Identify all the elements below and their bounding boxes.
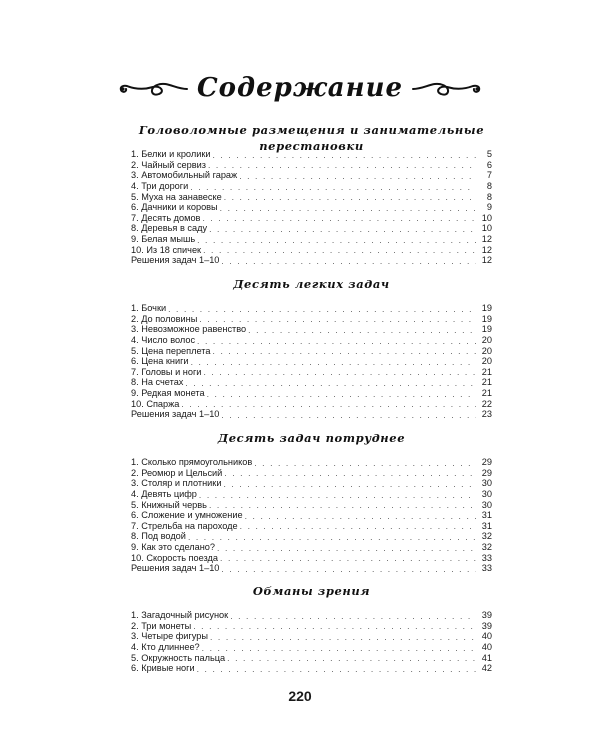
toc-entry[interactable]: 10. Спаржа . . . 22 — [131, 399, 492, 410]
entry-list — [131, 457, 492, 574]
toc-entry[interactable]: 6. Цена книги . . . 20 — [131, 356, 492, 367]
toc-entry[interactable]: 2. До половины . . . 19 — [131, 314, 492, 325]
left-swirl-ornament-icon — [117, 77, 189, 99]
toc-entry[interactable]: 9. Редкая монета . . . 21 — [131, 388, 492, 399]
toc-entry[interactable]: 8. Деревья в саду . . . 10 — [131, 223, 492, 234]
toc-section — [131, 276, 492, 420]
section-title: Десять легких задач — [233, 277, 390, 291]
section-title: Обманы зрения — [252, 584, 371, 598]
toc-entry[interactable]: 3. Столяр и плотники . . . 30 — [131, 478, 492, 489]
toc-entry[interactable]: 7. Стрельба на пароходе . . . 31 — [131, 521, 492, 532]
toc-entry[interactable]: 1. Бочки . . . 19 — [131, 303, 492, 314]
entry-list — [131, 149, 492, 266]
toc-section — [131, 430, 492, 574]
toc-section — [131, 583, 492, 674]
toc-entry[interactable]: 4. Девять цифр . . . 30 — [131, 489, 492, 500]
toc-entry[interactable]: 4. Число волос . . . 20 — [131, 335, 492, 346]
toc-entry[interactable]: Решения задач 1–10 . . . 12 — [131, 255, 492, 266]
toc-entry[interactable]: 9. Белая мышь . . . 12 — [131, 234, 492, 245]
right-swirl-ornament-icon — [411, 77, 483, 99]
toc-entry[interactable]: 6. Кривые ноги . . . 42 — [131, 663, 492, 674]
toc-entry[interactable]: 3. Автомобильный гараж . . . 7 — [131, 170, 492, 181]
toc-entry[interactable]: 8. На счетах . . . 21 — [131, 377, 492, 388]
page-number: 220 — [288, 688, 312, 704]
toc-entry[interactable]: Решения задач 1–10 . . . 23 — [131, 409, 492, 420]
toc-entry[interactable]: 4. Кто длиннее? . . . 40 — [131, 642, 492, 653]
toc-entry[interactable]: 7. Десять домов . . . 10 — [131, 213, 492, 224]
toc-entry[interactable]: 9. Как это сделано? . . . 32 — [131, 542, 492, 553]
toc-entry[interactable]: Решения задач 1–10 . . . 33 — [131, 563, 492, 574]
toc-entry[interactable]: 1. Загадочный рисунок . . . 39 — [131, 610, 492, 621]
toc-entry[interactable]: 2. Три монеты . . . 39 — [131, 621, 492, 632]
toc-entry[interactable]: 10. Скорость поезда . . . 33 — [131, 553, 492, 564]
toc-entry[interactable]: 10. Из 18 спичек . . . 12 — [131, 245, 492, 256]
toc-entry[interactable]: 4. Три дороги . . . 8 — [131, 181, 492, 192]
toc-entry[interactable]: 3. Невозможное равенство . . . 19 — [131, 324, 492, 335]
page-title: Содержание — [196, 73, 404, 103]
toc-entry[interactable]: 5. Цена переплета . . . 20 — [131, 346, 492, 357]
toc-entry[interactable]: 2. Чайный сервиз . . . 6 — [131, 160, 492, 171]
toc-entry[interactable]: 8. Под водой . . . 32 — [131, 531, 492, 542]
toc-entry[interactable]: 1. Сколько прямоугольников . . . 29 — [131, 457, 492, 468]
toc-entry[interactable]: 6. Дачники и коровы . . . 9 — [131, 202, 492, 213]
toc-entry[interactable]: 3. Четыре фигуры . . . 40 — [131, 631, 492, 642]
toc-entry[interactable]: 7. Головы и ноги . . . 21 — [131, 367, 492, 378]
toc-entry[interactable]: 5. Окружность пальца . . . 41 — [131, 653, 492, 664]
entry-list — [131, 303, 492, 420]
toc-entry[interactable]: 5. Муха на занавеске . . . 8 — [131, 192, 492, 203]
section-title: Головоломные размещения и занимательные перестановки — [138, 123, 485, 153]
toc-entry[interactable]: 2. Реомюр и Цельсий . . . 29 — [131, 468, 492, 479]
toc-entry[interactable]: 5. Книжный червь . . . 30 — [131, 500, 492, 511]
toc-entry[interactable]: 6. Сложение и умножение . . . 31 — [131, 510, 492, 521]
title-block — [0, 68, 600, 108]
entry-list — [131, 610, 492, 674]
toc-section — [131, 122, 492, 266]
section-title: Десять задач потруднее — [217, 431, 406, 445]
toc-entry[interactable]: 1. Белки и кролики . . . 5 — [131, 149, 492, 160]
